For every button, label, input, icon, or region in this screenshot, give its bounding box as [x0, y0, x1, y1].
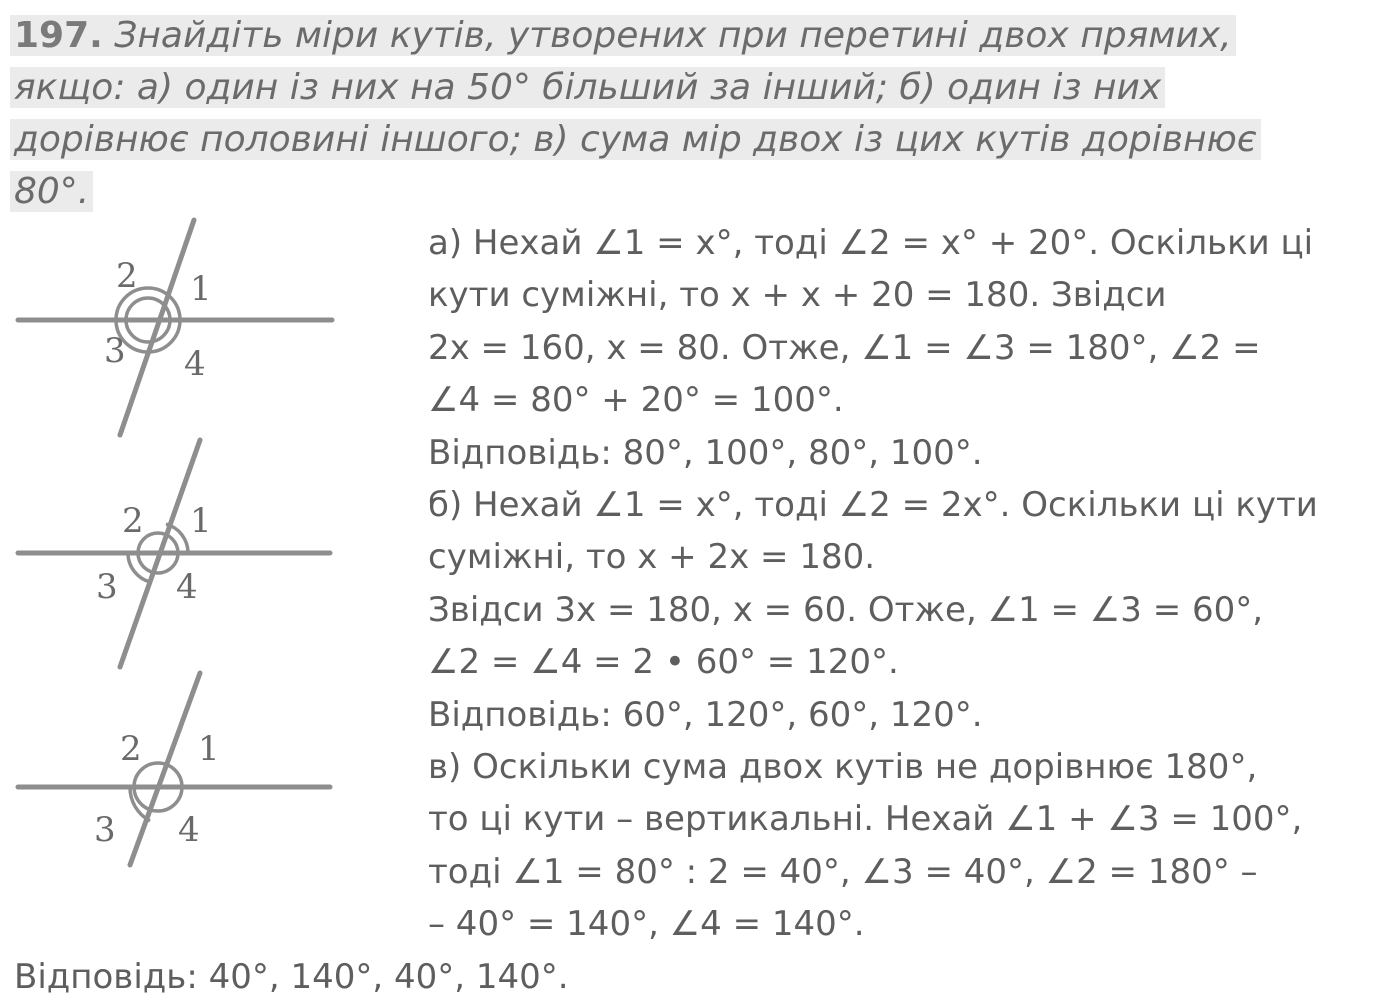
- angle-label-1: 1: [190, 501, 212, 541]
- angle-label-3: 3: [104, 331, 126, 371]
- angle-label-4: 4: [176, 567, 198, 607]
- solution-line: в) Оскільки сума двох кутів не дорівнює 180°,: [428, 746, 1258, 787]
- problem-number: 197.: [14, 15, 103, 56]
- solution-line: а) Нехай ∠1 = x°, тоді ∠2 = x° + 20°. Оскільки ці: [428, 223, 1314, 263]
- answer-c: Відповідь: 40°, 140°, 40°, 140°.: [14, 957, 569, 997]
- intersecting-lines-diagram-a: [0, 215, 340, 445]
- angle-label-4: 4: [178, 810, 200, 850]
- solution-line: б) Нехай ∠1 = x°, тоді ∠2 = 2x°. Оскільки ці кути: [428, 484, 1318, 525]
- angle-label-2: 2: [116, 256, 138, 296]
- solution-line: ∠2 = ∠4 = 2 • 60° = 120°.: [428, 642, 899, 683]
- solution-line: тоді ∠1 = 80° : 2 = 40°, ∠3 = 40°, ∠2 = 180° –: [428, 851, 1258, 892]
- solution-line: ∠4 = 80° + 20° = 100°.: [428, 380, 844, 421]
- angle-label-3: 3: [96, 567, 118, 607]
- problem-statement: [10, 10, 1310, 218]
- angle-label-4: 4: [184, 344, 206, 384]
- solution-line: 2x = 160, x = 80. Отже, ∠1 = ∠3 = 180°, ∠2 =: [428, 327, 1261, 368]
- answer-b: Відповідь: 60°, 120°, 60°, 120°.: [428, 694, 983, 735]
- solution-text: [428, 217, 1388, 950]
- intersecting-lines-diagram-c: [0, 665, 340, 895]
- slanted-line: [120, 220, 194, 435]
- figure-b: [0, 435, 340, 675]
- intersecting-lines-diagram-b: [0, 435, 340, 675]
- solution-line: кути суміжні, то x + x + 20 = 180. Звідси: [428, 275, 1167, 316]
- solution-line: – 40° = 140°, ∠4 = 140°.: [428, 904, 865, 945]
- angle-label-3: 3: [94, 810, 116, 850]
- solution-line: суміжні, то x + 2x = 180.: [428, 537, 876, 578]
- solution-line: Звідси 3x = 180, x = 60. Отже, ∠1 = ∠3 = 60°,: [428, 589, 1264, 630]
- solution-line: то ці кути – вертикальні. Нехай ∠1 + ∠3 = 100°,: [428, 799, 1303, 840]
- angle-label-1: 1: [198, 729, 220, 769]
- angle-arc-4: [126, 320, 170, 342]
- figure-c: [0, 665, 340, 895]
- figure-a: [0, 215, 340, 445]
- angle-label-2: 2: [120, 729, 142, 769]
- angle-label-1: 1: [190, 269, 212, 309]
- angle-arc-2: [138, 533, 178, 553]
- problem-text: Знайдіть міри кутів, утворених при перетині двох прямих, якщо: а) один із них на 50° більший за інший; б) один із них дорівнює половині іншого; в) сума мір двох із цих кутів дорівнює 80°.: [14, 15, 1257, 212]
- angle-label-2: 2: [122, 501, 144, 541]
- answer-a: Відповідь: 80°, 100°, 80°, 100°.: [428, 432, 983, 473]
